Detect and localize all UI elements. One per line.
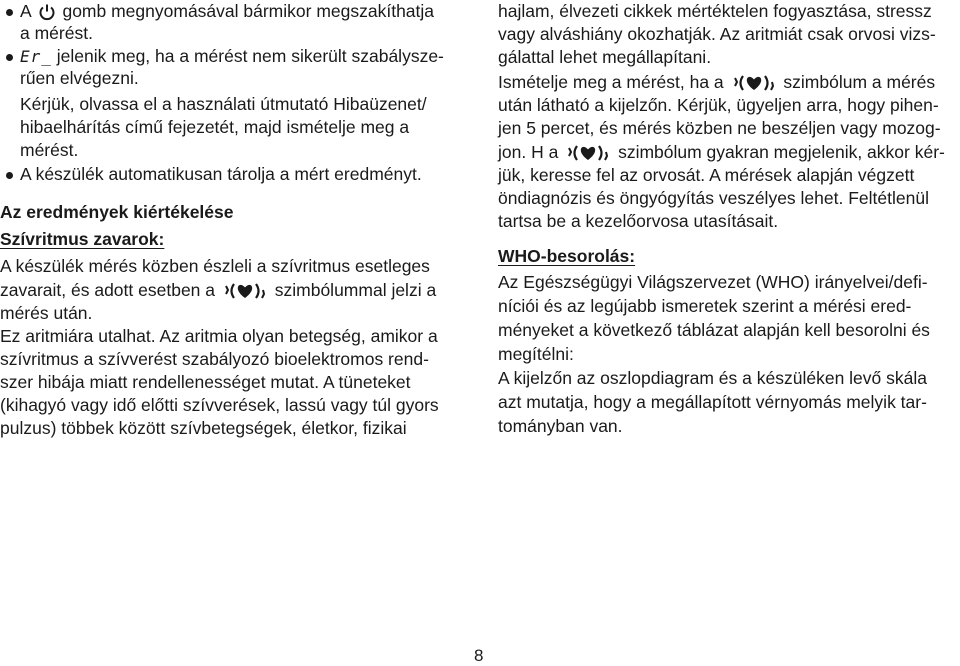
section-subheading: Szívritmus zavarok: (0, 229, 165, 249)
text-line: tartsa be a kezelőorvosa utasításait. (498, 211, 779, 231)
text-line: jük, keresse fel az orvosát. A mérések alapján végzett (498, 165, 915, 185)
text-line: Az Egészségügyi Világszervezet (WHO) irányelvei/defi- (498, 272, 928, 292)
text-line: azt mutatja, hogy a megállapított vérnyomás melyik tar- (498, 392, 927, 412)
text: A készülék automatikusan tárolja a mért eredményt. (20, 164, 422, 184)
arrhythmia-heart-icon (565, 143, 611, 163)
section-heading: WHO-besorolás: (498, 246, 636, 266)
text-line: után látható a kijelzőn. Kérjük, ügyeljen arra, hogy pihen- (498, 95, 939, 115)
text-line: pulzus) többek között szívbetegségek, életkor, fizikai (0, 418, 407, 438)
section-heading: Az eredmények kiértékelése (0, 202, 234, 222)
text-line: megítélni: (498, 344, 574, 364)
text-line: öndiagnózis és öngyógyítás veszélyes lehet. Feltétlenül (498, 188, 929, 208)
text: zavarait, és adott esetben a (0, 280, 215, 300)
bullet-dot (6, 54, 13, 61)
text-line: Kérjük, olvassa el a használati útmutató Hibaüzenet/ (20, 94, 427, 114)
text: szimbólummal jelzi a (274, 280, 437, 300)
arrhythmia-heart-icon (731, 73, 777, 93)
text: szimbólum gyakran megjelenik, akkor kér- (618, 142, 945, 162)
text: jelenik meg, ha a mérést nem sikerült szabályszе- (56, 46, 444, 66)
error-code-icon: Er_ (20, 47, 52, 66)
text-line: a mérést. (20, 23, 93, 43)
text-line-with-icon (498, 71, 935, 93)
text-line: szer hibája miatt rendellenességet mutat. A tüneteket (0, 372, 411, 392)
text-line: Ez aritmiára utalhat. Az aritmia olyan betegség, amikor a (0, 326, 438, 346)
text-line-with-icon (0, 279, 436, 301)
text: szimbólum a mérés (783, 72, 936, 92)
text-line-with-icon (498, 141, 945, 163)
text-line: mérést. (20, 140, 79, 160)
text-line: gálattal lehet megállapítani. (498, 47, 712, 67)
text: Ismételje meg a mérést, ha a (498, 72, 724, 92)
text-line: jen 5 percet, és mérés közben ne beszéljen vagy mozog- (498, 118, 941, 138)
arrhythmia-heart-icon (222, 281, 268, 301)
text-line: tományban van. (498, 416, 623, 436)
text-line: szívritmus a szívverést szabályozó bioelektromos rend- (0, 349, 429, 369)
page-number: 8 (474, 646, 484, 665)
text: gomb megnyomásával bármikor megszakíthatja (62, 1, 435, 21)
text: jon. H a (498, 142, 559, 162)
text-line: vagy alváshiány okozhatják. Az aritmiát csak orvosi vizs- (498, 24, 936, 44)
text-line: A készülék mérés közben észleli a szívritmus esetleges (0, 256, 430, 276)
text-line: ményeket a következő táblázat alapján kell besorolni és (498, 320, 930, 340)
text: A (20, 1, 31, 21)
text-line: níciói és az legújabb ismeretek szerint a mérési ered- (498, 296, 912, 316)
text-line: rűen elvégezni. (20, 68, 139, 88)
text-line: mérés után. (0, 303, 93, 323)
text-line: hajlam, élvezeti cikkek mértéktelen fogyasztása, stressz (498, 1, 932, 21)
bullet-dot (6, 9, 13, 16)
bullet-dot (6, 172, 13, 179)
text-line: hibaelhárítás című fejezetét, majd ismételje meg a (20, 117, 410, 137)
power-icon (38, 3, 56, 21)
text-line: A kijelzőn az oszlopdiagram és a készüléken levő skála (498, 368, 927, 388)
text-line: (kihagyó vagy idő előtti szívverések, lassú vagy túl gyors (0, 395, 439, 415)
